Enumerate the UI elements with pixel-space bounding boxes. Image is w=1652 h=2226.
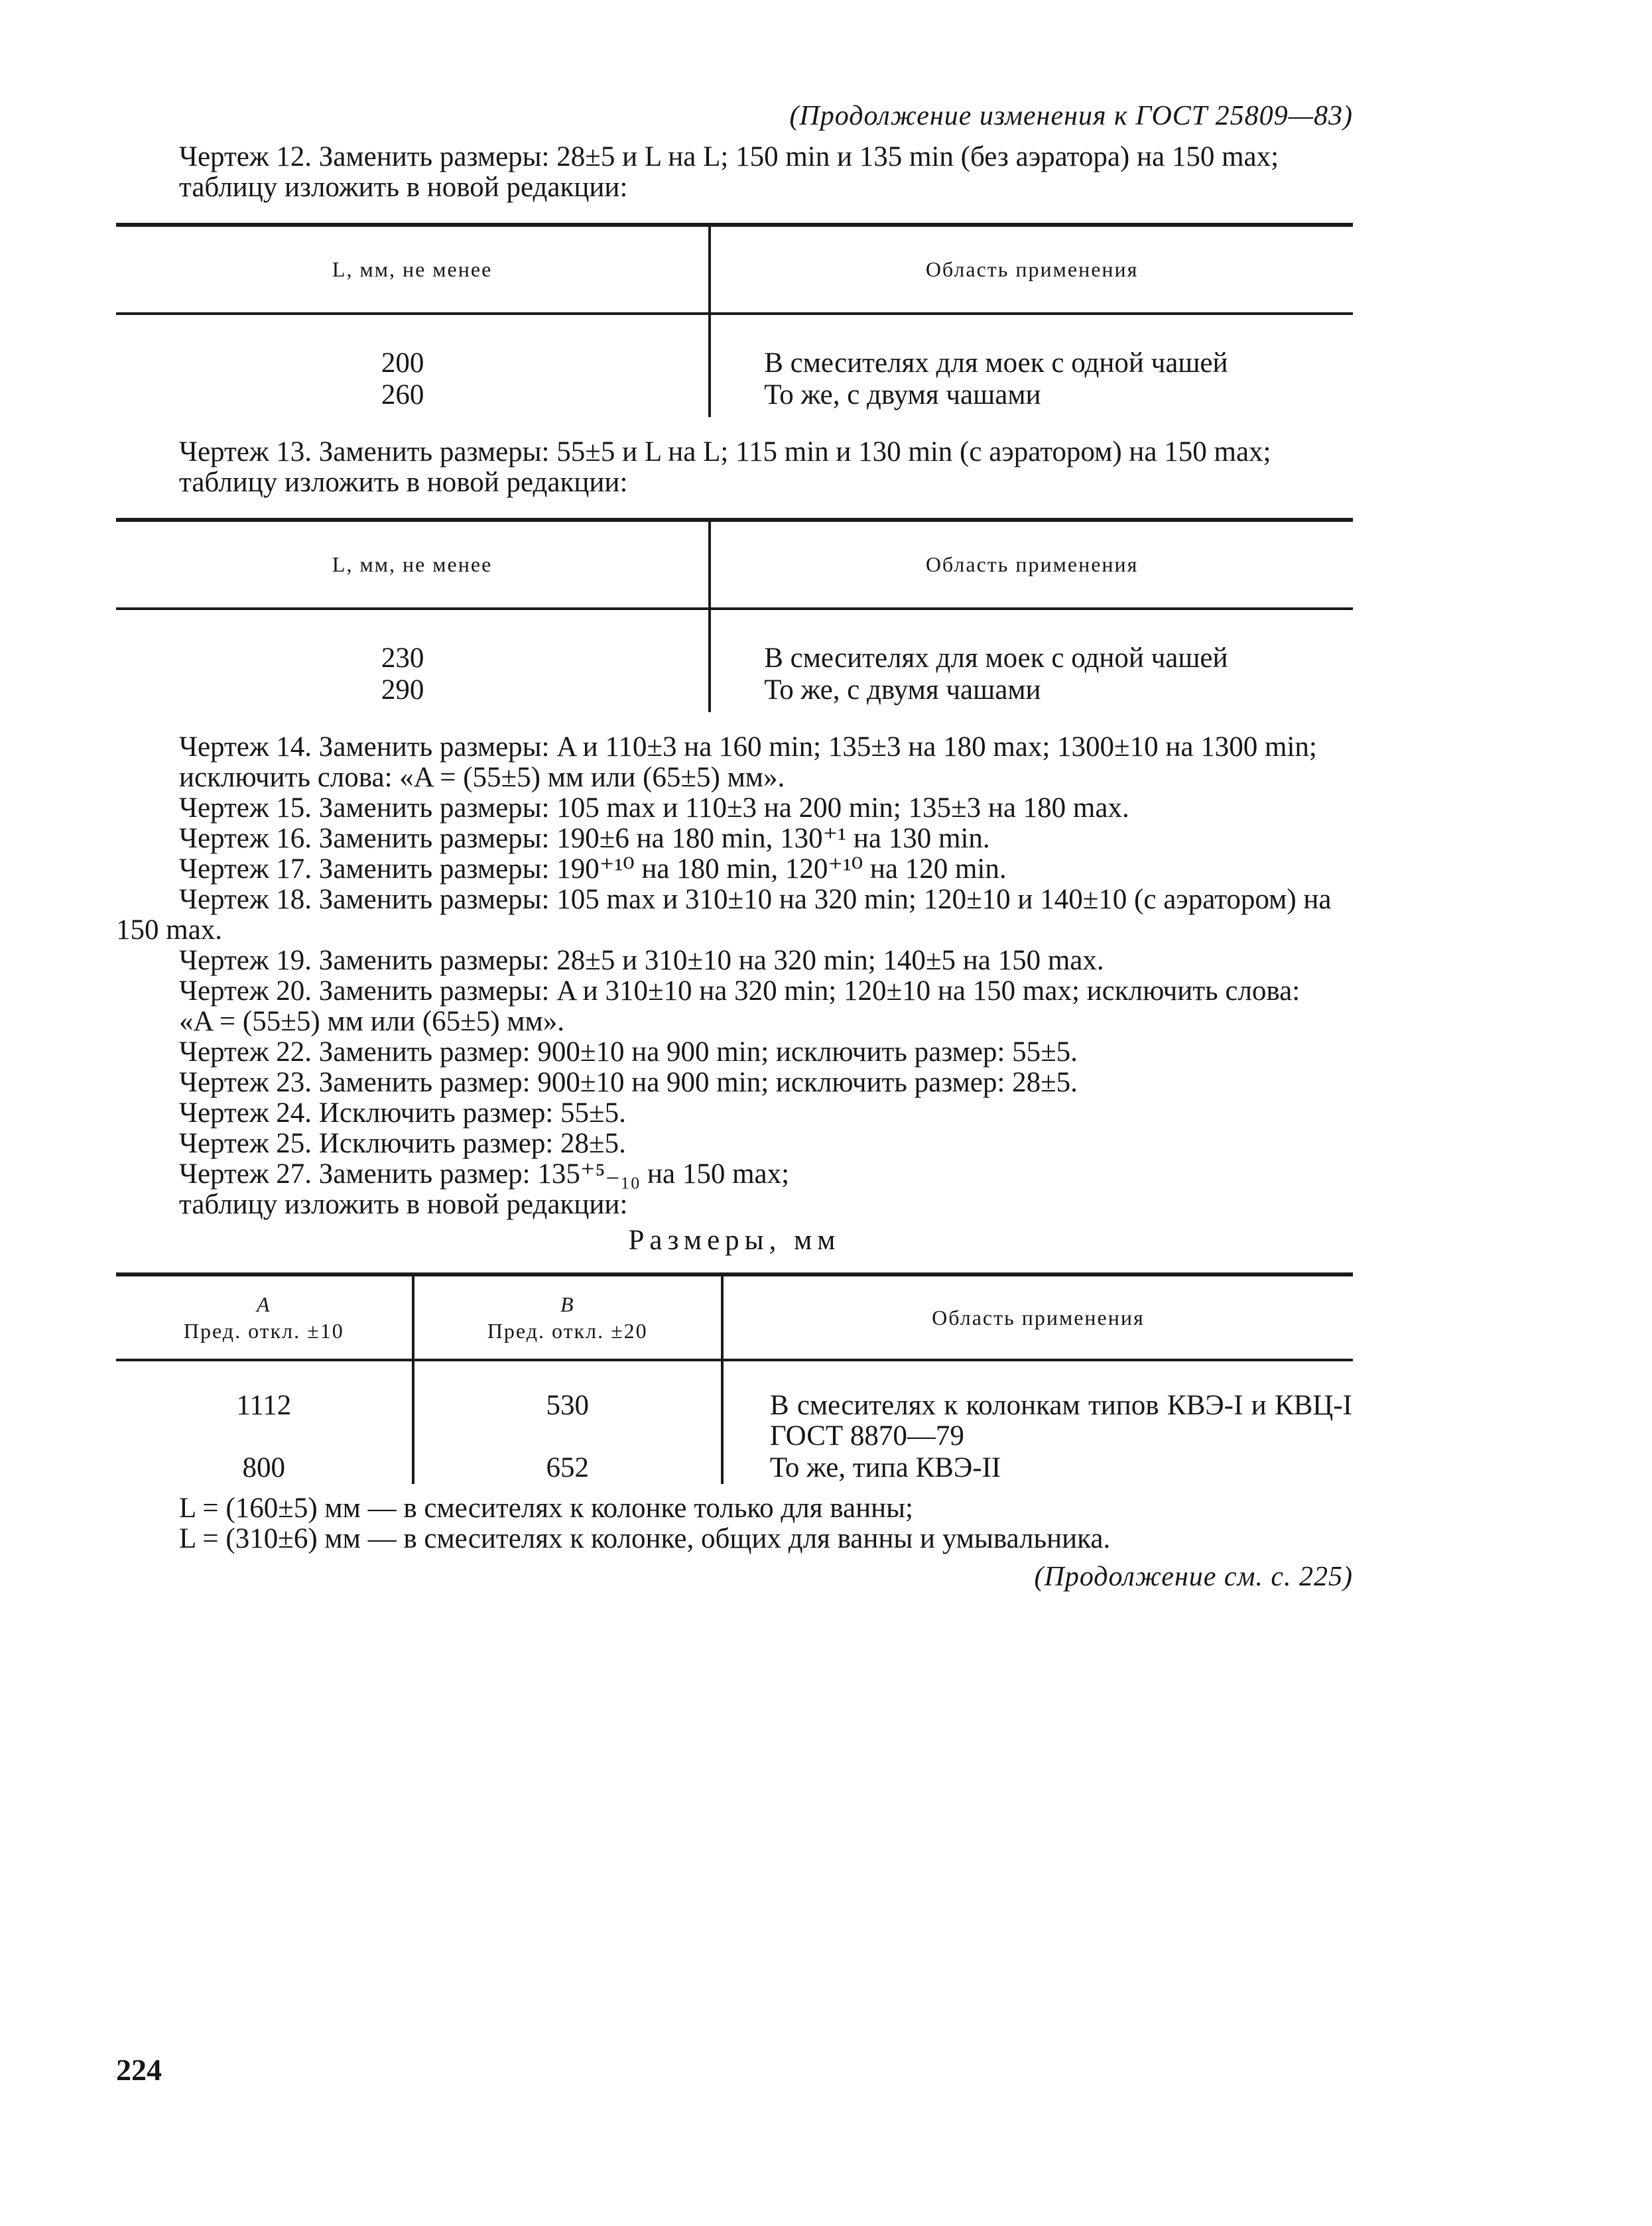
- note-bath-only: L = (160±5) мм — в смесителях к колонке только для ванны;: [179, 1493, 913, 1524]
- table-cell-length: 230: [381, 643, 424, 674]
- drawing-14-text: Чертеж 14. Заменить размеры: A и 110±3 на 160 min; 135±3 на 180 max; 1300±10 на 1300 min;: [179, 731, 1317, 763]
- table-cell-length: 290: [381, 674, 424, 706]
- drawing-22-text: Чертеж 22. Заменить размер: 900±10 на 900 min; исключить размер: 55±5.: [179, 1036, 1078, 1068]
- running-header: (Продолжение изменения к ГОСТ 25809—83): [789, 101, 1353, 131]
- drawing-15-text: Чертеж 15. Заменить размеры: 105 max и 110±3 на 200 min; 135±3 на 180 max.: [179, 792, 1129, 824]
- drawing-16-text: Чертеж 16. Заменить размеры: 190±6 на 180 min, 130⁺¹ на 130 min.: [179, 823, 990, 854]
- drawing-12-text: Чертеж 12. Заменить размеры: 28±5 и L на L; 150 min и 135 min (без аэратора) на 150 max;: [179, 141, 1279, 172]
- table-header-a: [116, 1274, 413, 1360]
- table-header-b: [413, 1274, 722, 1360]
- table-cell-area: В смесителях для моек с одной чашей: [710, 609, 1353, 674]
- table-cell-b: 530: [413, 1360, 722, 1452]
- column-tolerance-b: Пред. откл. ±20: [487, 1319, 648, 1343]
- page-number: 224: [116, 2053, 162, 2087]
- column-letter-a: A: [257, 1292, 271, 1316]
- drawing-24-text: Чертеж 24. Исключить размер: 55±5.: [179, 1097, 626, 1129]
- column-tolerance-a: Пред. откл. ±10: [183, 1319, 344, 1343]
- table-header-area: Область применения: [722, 1274, 1353, 1360]
- note-bath-and-sink: L = (310±6) мм — в смесителях к колонке, общих для ванны и умывальника.: [179, 1523, 1111, 1554]
- table-row: [116, 1360, 1353, 1452]
- table-row: [116, 1452, 1353, 1484]
- table-cell-a: 800: [242, 1452, 286, 1483]
- drawing-13-table-intro: таблицу изложить в новой редакции:: [179, 467, 628, 498]
- table-cell-area: То же, типа КВЭ-II: [722, 1452, 1353, 1484]
- table-cell-area: В смесителях для моек с одной чашей: [710, 314, 1353, 379]
- drawing-20-exclude: «A = (55±5) мм или (65±5) мм».: [179, 1006, 564, 1037]
- table-drawing-27: [116, 1272, 1353, 1484]
- table-drawing-12: [116, 223, 1353, 417]
- table-cell-area: То же, с двумя чашами: [710, 379, 1353, 417]
- table-drawing-13: [116, 518, 1353, 712]
- continuation-note: (Продолжение см. с. 225): [1034, 1562, 1353, 1592]
- table-header-length: L, мм, не менее: [116, 520, 710, 609]
- drawing-20-text: Чертеж 20. Заменить размеры: A и 310±10 на 320 min; 120±10 на 150 max; исключить слова:: [179, 975, 1301, 1007]
- table-header-area: Область применения: [710, 520, 1353, 609]
- table-cell-length: 260: [381, 379, 424, 410]
- table-row: [116, 674, 1353, 712]
- drawing-17-text: Чертеж 17. Заменить размеры: 190⁺¹⁰ на 180 min, 120⁺¹⁰ на 120 min.: [179, 853, 1007, 885]
- column-letter-b: B: [560, 1292, 575, 1316]
- table-cell-a: 1112: [236, 1390, 292, 1421]
- drawing-27-text: Чертеж 27. Заменить размер: 135⁺⁵₋₁₀ на 150 max;: [179, 1158, 790, 1190]
- drawing-14-exclude: исключить слова: «A = (55±5) мм или (65±5) мм».: [179, 762, 785, 793]
- table-row: [116, 314, 1353, 379]
- table-row: [116, 379, 1353, 417]
- table-row: [116, 609, 1353, 674]
- drawing-19-text: Чертеж 19. Заменить размеры: 28±5 и 310±10 на 320 min; 140±5 на 150 max.: [179, 945, 1104, 976]
- table-cell-area: То же, с двумя чашами: [710, 674, 1353, 712]
- drawing-13-text: Чертеж 13. Заменить размеры: 55±5 и L на L; 115 min и 130 min (с аэратором) на 150 max;: [179, 436, 1271, 467]
- drawing-25-text: Чертеж 25. Исключить размер: 28±5.: [179, 1128, 626, 1159]
- table-cell-area: В смесителях к колонкам типов КВЭ-I и КВЦ-I ГОСТ 8870—79: [722, 1360, 1353, 1452]
- drawing-27-table-intro: таблицу изложить в новой редакции:: [179, 1189, 628, 1220]
- drawing-12-table-intro: таблицу изложить в новой редакции:: [179, 172, 628, 203]
- drawing-18-text: Чертеж 18. Заменить размеры: 105 max и 310±10 на 320 min; 120±10 и 140±10 (с аэратором) на 150 max.: [116, 884, 1332, 946]
- table-header-length: L, мм, не менее: [116, 225, 710, 314]
- table-cell-b: 652: [413, 1452, 722, 1484]
- drawing-23-text: Чертеж 23. Заменить размер: 900±10 на 900 min; исключить размер: 28±5.: [179, 1067, 1078, 1098]
- page-content: [116, 99, 1353, 1593]
- table-caption: Размеры, мм: [628, 1225, 841, 1256]
- table-cell-length: 200: [381, 347, 424, 379]
- table-header-area: Область применения: [710, 225, 1353, 314]
